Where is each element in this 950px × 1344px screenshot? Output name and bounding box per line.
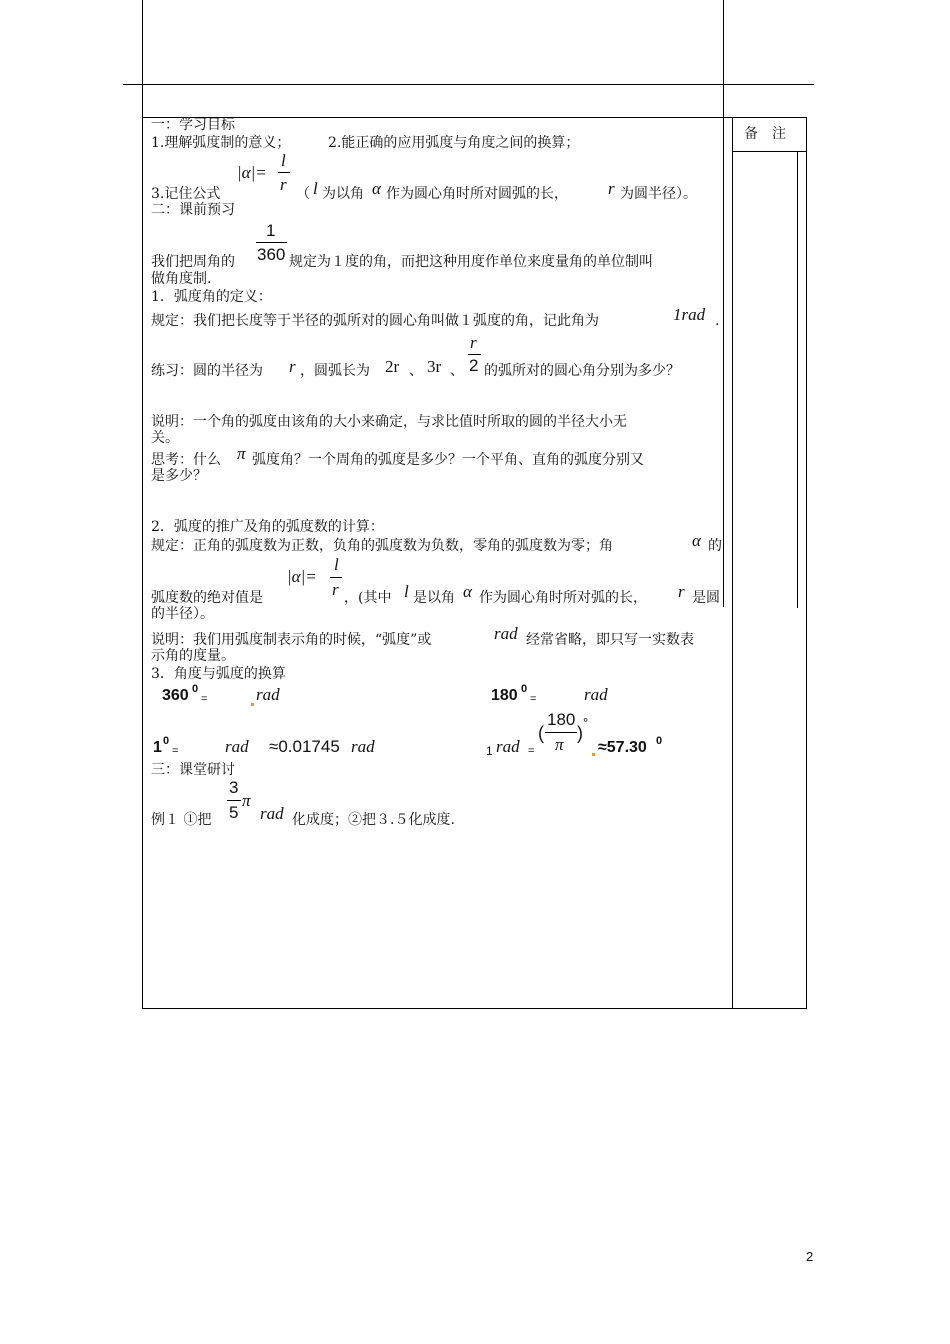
conv-approx2-sup: 0 bbox=[656, 735, 663, 747]
intro-frac-den: 360 bbox=[257, 245, 286, 264]
table-top-border bbox=[142, 117, 807, 118]
conv-frac-num: 180 bbox=[547, 710, 576, 729]
exercise-frac-bar bbox=[468, 354, 481, 355]
conv-360-rad: rad bbox=[256, 685, 280, 704]
content-right-margin-line bbox=[723, 117, 724, 607]
subheading-3: 3．角度与弧度的换算 bbox=[151, 666, 286, 682]
conv-360: 360 bbox=[162, 687, 189, 704]
conv-1deg-sup: 0 bbox=[163, 735, 170, 747]
exercise-suffix: 的弧所对的圆心角分别为多少？ bbox=[484, 363, 680, 379]
exercise-3r: 3r bbox=[427, 357, 442, 376]
rule2-formula-num: l bbox=[334, 555, 339, 574]
conv-180: 180 bbox=[491, 687, 518, 704]
exercise-frac-den: 2 bbox=[469, 356, 479, 375]
example-prefix: 例１ ①把 bbox=[151, 812, 212, 828]
rule1-end: . bbox=[715, 313, 720, 329]
exercise-mid: ，圆弧长为 bbox=[300, 363, 370, 379]
exercise-prefix: 练习：圆的半径为 bbox=[151, 363, 263, 379]
rule-1: 规定：我们把长度等于半径的弧所对的圆心角叫做１弧度的角，记此角为 bbox=[151, 313, 599, 329]
note-1-line2: 关。 bbox=[151, 430, 179, 446]
conv-1rad-blank-mark bbox=[592, 753, 595, 756]
example-frac-bar bbox=[227, 800, 241, 801]
note-1-line1: 说明：一个角的弧度由该角的大小来确定，与求比值时所取的圆的半径大小无 bbox=[151, 414, 627, 430]
intro-prefix: 我们把周角的 bbox=[151, 254, 235, 270]
think-prefix: 思考：什么 bbox=[151, 452, 221, 468]
goal-2: 2.能正确的应用弧度与角度之间的换算； bbox=[328, 135, 580, 151]
conv-approx1: ≈0.01745 bbox=[269, 737, 340, 756]
rule2-formula-den: r bbox=[332, 580, 339, 599]
rule2-formula-lhs: |α|= bbox=[287, 567, 317, 586]
page-number: 2 bbox=[806, 1249, 814, 1264]
note2-rad: rad bbox=[494, 624, 518, 643]
note2-line2: 示角的度量。 bbox=[151, 648, 235, 664]
conv-degree-sign: ° bbox=[583, 715, 589, 730]
conv-paren-right: ) bbox=[577, 723, 583, 743]
think-line2: 是多少？ bbox=[151, 468, 207, 484]
intro-line2: 做角度制. bbox=[151, 271, 212, 287]
goal3-formula-num: l bbox=[281, 151, 286, 170]
conv-paren-left: ( bbox=[538, 723, 544, 743]
goal3-formula-lhs: |α|= bbox=[237, 163, 267, 182]
goal3-formula-bar bbox=[278, 172, 290, 173]
rule2-line1-end: 的 bbox=[708, 538, 722, 554]
intro-suffix: 规定为１度的角，而把这种用度作单位来度量角的单位制叫 bbox=[289, 254, 653, 270]
rule2-alpha: α bbox=[692, 531, 701, 550]
sidebar-header-rule bbox=[732, 151, 807, 152]
goal3-alpha: α bbox=[372, 179, 381, 198]
exercise-frac-num: r bbox=[470, 333, 477, 352]
conv-180-eq: = bbox=[530, 693, 537, 705]
think-suffix: 弧度角？一个周角的弧度是多少？一个平角、直角的弧度分别又 bbox=[252, 452, 644, 468]
rule2-text3: 作为圆心角时所对弧的长， bbox=[479, 590, 647, 606]
column-divider bbox=[732, 117, 733, 1009]
goal3-r: r bbox=[608, 179, 615, 198]
conv-approx1-rad: rad bbox=[351, 737, 375, 756]
exercise-2r: 2r bbox=[385, 357, 400, 376]
rule2-text2: 是以角 bbox=[413, 590, 455, 606]
goal3-formula-den: r bbox=[280, 175, 287, 194]
goal-3-prefix: 3.记住公式 bbox=[151, 186, 221, 202]
conv-180-degree-sup: 0 bbox=[521, 683, 528, 695]
goal3-text1: 为以角 bbox=[322, 186, 364, 202]
conv-1rad-eq: = bbox=[528, 745, 535, 757]
rule2-line3: 的半径）。 bbox=[151, 606, 214, 622]
goal3-paren-open: （ bbox=[296, 186, 310, 202]
intro-frac-num: 1 bbox=[266, 221, 276, 240]
exercise-r: r bbox=[289, 357, 296, 376]
conv-1deg-rad: rad bbox=[225, 737, 249, 756]
frame-left-top bbox=[142, 0, 143, 118]
frame-right-top bbox=[723, 0, 724, 118]
goal-1: 1.理解弧度制的意义； bbox=[151, 135, 291, 151]
intro-frac-bar bbox=[256, 242, 287, 243]
conv-1deg: 1 bbox=[153, 739, 162, 756]
exercise-sep2: 、 bbox=[450, 363, 464, 379]
rule2-formula-bar bbox=[330, 577, 342, 578]
rule2-r: r bbox=[678, 582, 685, 601]
subheading-1: 1．弧度角的定义： bbox=[151, 289, 272, 305]
example-frac-den: 5 bbox=[229, 803, 239, 822]
rule2-l: l bbox=[404, 582, 409, 601]
note2-prefix: 说明：我们用弧度制表示角的时候，“弧度”或 bbox=[151, 632, 432, 648]
note2-suffix: 经常省略，即只写一实数表 bbox=[526, 632, 694, 648]
table-left-border bbox=[142, 117, 143, 1009]
table-right-border bbox=[806, 117, 807, 1009]
rule2-text4: 是圆 bbox=[692, 590, 720, 606]
think-pi: π bbox=[237, 444, 246, 463]
goal3-l: l bbox=[313, 179, 318, 198]
conv-360-degree-sup: 0 bbox=[192, 683, 199, 695]
sidebar-inner-line bbox=[797, 152, 798, 608]
section2-heading: 二：课前预习 bbox=[151, 202, 235, 218]
subheading-2: 2．弧度的推广及角的弧度数的计算： bbox=[151, 519, 384, 535]
conv-frac-bar bbox=[545, 732, 577, 733]
conv-1rad-rad: rad bbox=[496, 737, 520, 756]
rule2-alpha2: α bbox=[463, 582, 472, 601]
conv-360-blank-mark bbox=[251, 703, 254, 706]
exercise-sep1: 、 bbox=[409, 363, 423, 379]
rule1-unit: 1rad bbox=[673, 305, 706, 324]
example-suffix: 化成度；②把３.５化成度. bbox=[292, 812, 455, 828]
section1-heading: 一：学习目标 bbox=[151, 117, 235, 133]
conv-180-rad: rad bbox=[584, 685, 608, 704]
conv-1deg-eq: = bbox=[172, 745, 179, 757]
conv-approx2: ≈57.30 bbox=[598, 739, 647, 756]
section3-heading: 三：课堂研讨 bbox=[151, 762, 235, 778]
header-rule bbox=[123, 84, 814, 85]
conv-360-eq: = bbox=[201, 693, 208, 705]
rule2-text1: ，(其中 bbox=[344, 590, 392, 606]
sidebar-label: 备 注 bbox=[744, 126, 786, 142]
table-bottom-border bbox=[142, 1008, 807, 1009]
goal3-text3: 为圆半径）。 bbox=[620, 186, 697, 202]
rule2-prefix: 弧度数的绝对值是 bbox=[151, 590, 263, 606]
conv-1rad-num: 1 bbox=[486, 744, 493, 758]
example-frac-num: 3 bbox=[229, 778, 239, 797]
example-rad: rad bbox=[260, 804, 284, 823]
rule-2-line1: 规定：正角的弧度数为正数，负角的弧度数为负数，零角的弧度数为零；角 bbox=[151, 538, 613, 554]
goal3-text2: 作为圆心角时所对圆弧的长， bbox=[386, 186, 568, 202]
example-pi: π bbox=[242, 791, 251, 810]
conv-frac-den: π bbox=[555, 735, 564, 754]
